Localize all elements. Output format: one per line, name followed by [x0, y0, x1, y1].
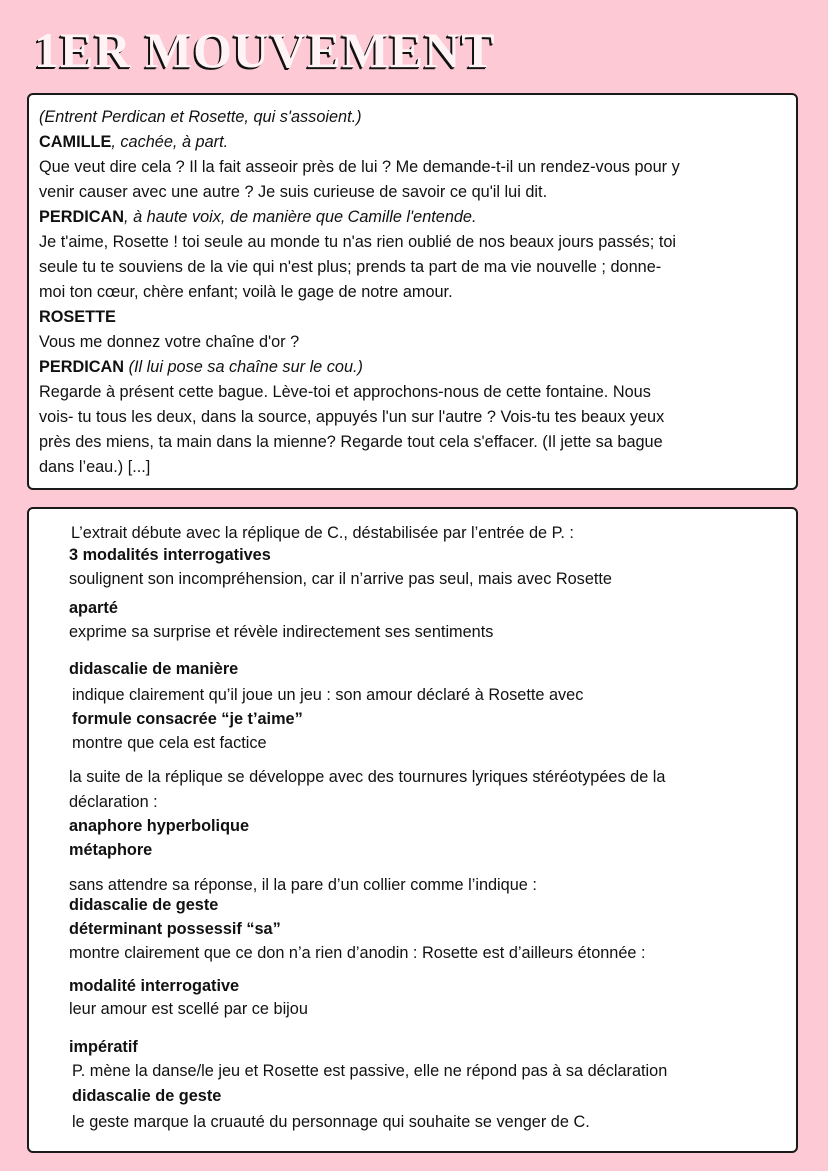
dialogue-line: vois- tu tous les deux, dans la source, appuyés l'un sur l'autre ? Vois-tu tes beaux yeux: [39, 408, 665, 426]
analysis-term: didascalie de geste: [72, 1087, 222, 1105]
analysis-text: sans attendre sa réponse, il la pare d’un collier comme l’indique :: [69, 876, 537, 894]
speaker-name: CAMILLE: [39, 133, 112, 151]
analysis-text: leur amour est scellé par ce bijou: [69, 1000, 308, 1018]
analysis-text: soulignent son incompréhension, car il n’arrive pas seul, mais avec Rosette: [69, 570, 612, 588]
analysis-term: aparté: [69, 599, 118, 617]
analysis-term: déterminant possessif “sa”: [69, 920, 281, 938]
dialogue-line: Vous me donnez votre chaîne d'or ?: [39, 333, 300, 351]
analysis-box: [27, 507, 798, 1153]
dialogue-line: venir causer avec une autre ? Je suis curieuse de savoir ce qu'il lui dit.: [39, 183, 548, 201]
stage-direction: , à haute voix, de manière que Camille l'entende.: [124, 208, 477, 226]
speaker-name: PERDICAN: [39, 358, 125, 376]
extract-box: [27, 93, 798, 490]
analysis-term: métaphore: [69, 841, 153, 859]
dialogue-line: Je t'aime, Rosette ! toi seule au monde tu n'as rien oublié de nos beaux jours passés; toi: [39, 233, 677, 251]
analysis-term: modalité interrogative: [69, 977, 240, 995]
dialogue-line: Regarde à présent cette bague. Lève-toi et approchons-nous de cette fontaine. Nous: [39, 383, 651, 401]
speaker-line: [39, 130, 786, 155]
analysis-text: montre clairement que ce don n’a rien d’anodin : Rosette est d’ailleurs étonnée :: [69, 944, 646, 962]
analysis-text: la suite de la réplique se développe avec des tournures lyriques stéréotypées de la: [69, 768, 666, 786]
dialogue-line: Que veut dire cela ? Il la fait asseoir près de lui ? Me demande-t-il un rendez-vous pour y: [39, 158, 680, 176]
speaker-line: [39, 355, 786, 380]
analysis-text: montre que cela est factice: [72, 734, 267, 752]
analysis-term: didascalie de geste: [69, 896, 219, 914]
stage-direction: (Il lui pose sa chaîne sur le cou.): [124, 358, 363, 376]
dialogue-line: dans l’eau.) [...]: [39, 458, 151, 476]
stage-direction: (Entrent Perdican et Rosette, qui s'assoient.): [39, 108, 362, 126]
analysis-text: exprime sa surprise et révèle indirectement ses sentiments: [69, 623, 494, 641]
dialogue-line: près des miens, ta main dans la mienne? Regarde tout cela s'effacer. (Il jette sa bague: [39, 433, 663, 451]
analysis-intro: L’extrait débute avec la réplique de C., déstabilisée par l’entrée de P. :: [71, 524, 574, 542]
speaker-name: ROSETTE: [39, 308, 116, 326]
analysis-term: anaphore hyperbolique: [69, 817, 250, 835]
analysis-term: 3 modalités interrogatives: [69, 546, 271, 564]
analysis-text: P. mène la danse/le jeu et Rosette est passive, elle ne répond pas à sa déclaration: [72, 1062, 668, 1080]
analysis-term: formule consacrée “je t’aime”: [72, 710, 303, 728]
analysis-text: déclaration :: [69, 793, 158, 811]
analysis-text: indique clairement qu’il joue un jeu : son amour déclaré à Rosette avec: [72, 686, 584, 704]
speaker-name: PERDICAN: [39, 208, 125, 226]
stage-direction: , cachée, à part.: [111, 133, 229, 151]
dialogue-line: seule tu te souviens de la vie qui n'est plus; prends ta part de ma vie nouvelle ; donne-: [39, 258, 662, 276]
analysis-term: didascalie de manière: [69, 660, 239, 678]
speaker-line: [39, 205, 786, 230]
dialogue-line: moi ton cœur, chère enfant; voilà le gage de notre amour.: [39, 283, 453, 301]
analysis-text: le geste marque la cruauté du personnage qui souhaite se venger de C.: [72, 1113, 590, 1131]
analysis-term: impératif: [69, 1038, 138, 1056]
page-title: 1ER MOUVEMENT: [34, 22, 496, 78]
